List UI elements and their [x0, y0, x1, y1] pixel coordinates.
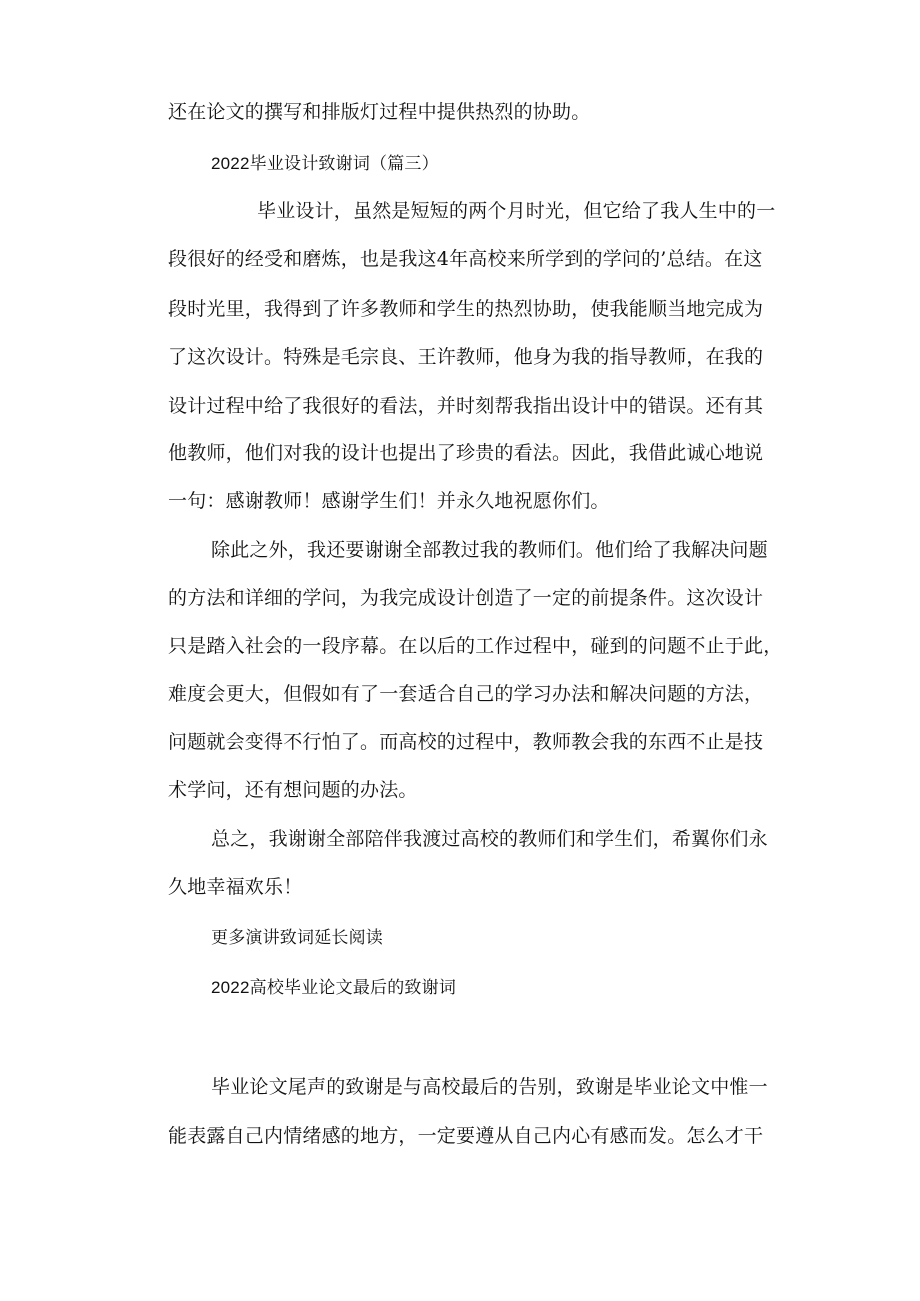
paragraph-line: 除此之外，我还要谢谢全部教过我的教师们。他们给了我解决问题: [211, 539, 768, 561]
paragraph-line: 久地幸福欢乐！: [168, 876, 303, 898]
paragraph-line: 能表露自己内情绪感的地方，一定要遵从自己内心有感而发。怎么才干: [168, 1125, 764, 1147]
related-article-title: 2022高校毕业论文最后的致谢词: [211, 978, 457, 997]
paragraph-line: 了这次设计。特殊是毛宗良、王许教师，他身为我的指导教师，在我的: [168, 346, 764, 368]
paragraph-line: 难度会更大，但假如有了一套适合自己的学习办法和解决问题的方法，: [168, 683, 764, 705]
paragraph-line: 他教师，他们对我的设计也提出了珍贵的看法。因此，我借此诚心地说: [168, 442, 764, 464]
related-reading-heading: 更多演讲致词延长阅读: [211, 928, 383, 947]
paragraph-line: 一句：感谢教师！感谢学生们！并永久地祝愿你们。: [168, 490, 610, 512]
paragraph-line: 问题就会变得不行怕了。而高校的过程中，教师教会我的东西不止是技: [168, 731, 764, 753]
section-heading: 2022毕业设计致谢词（篇三）: [211, 154, 439, 173]
paragraph-line: 设计过程中给了我很好的看法，并时刻帮我指出设计中的错误。还有其: [168, 395, 764, 417]
paragraph-line: 只是踏入社会的一段序幕。在以后的工作过程中，碰到的问题不止于此，: [168, 635, 783, 657]
paragraph-line: 毕业论文尾声的致谢是与高校最后的告别，致谢是毕业论文中惟一: [211, 1076, 768, 1098]
paragraph-line: 的方法和详细的学问，为我完成设计创造了一定的前提条件。这次设计: [168, 587, 764, 609]
paragraph-line: 术学问，还有想问题的办法。: [168, 779, 418, 801]
paragraph-line: 毕业设计，虽然是短短的两个月时光，但它给了我人生中的一: [257, 200, 776, 222]
paragraph-line: 总之，我谢谢全部陪伴我渡过高校的教师们和学生们，希翼你们永: [211, 828, 768, 850]
paragraph-line: 段很好的经受和磨炼，也是我这4年高校来所学到的学问的’总结。在这: [168, 248, 763, 270]
body-line: 还在论文的撰写和排版灯过程中提供热烈的协助。: [168, 101, 591, 123]
paragraph-line: 段时光里，我得到了许多教师和学生的热烈协助，使我能顺当地完成为: [168, 298, 764, 320]
